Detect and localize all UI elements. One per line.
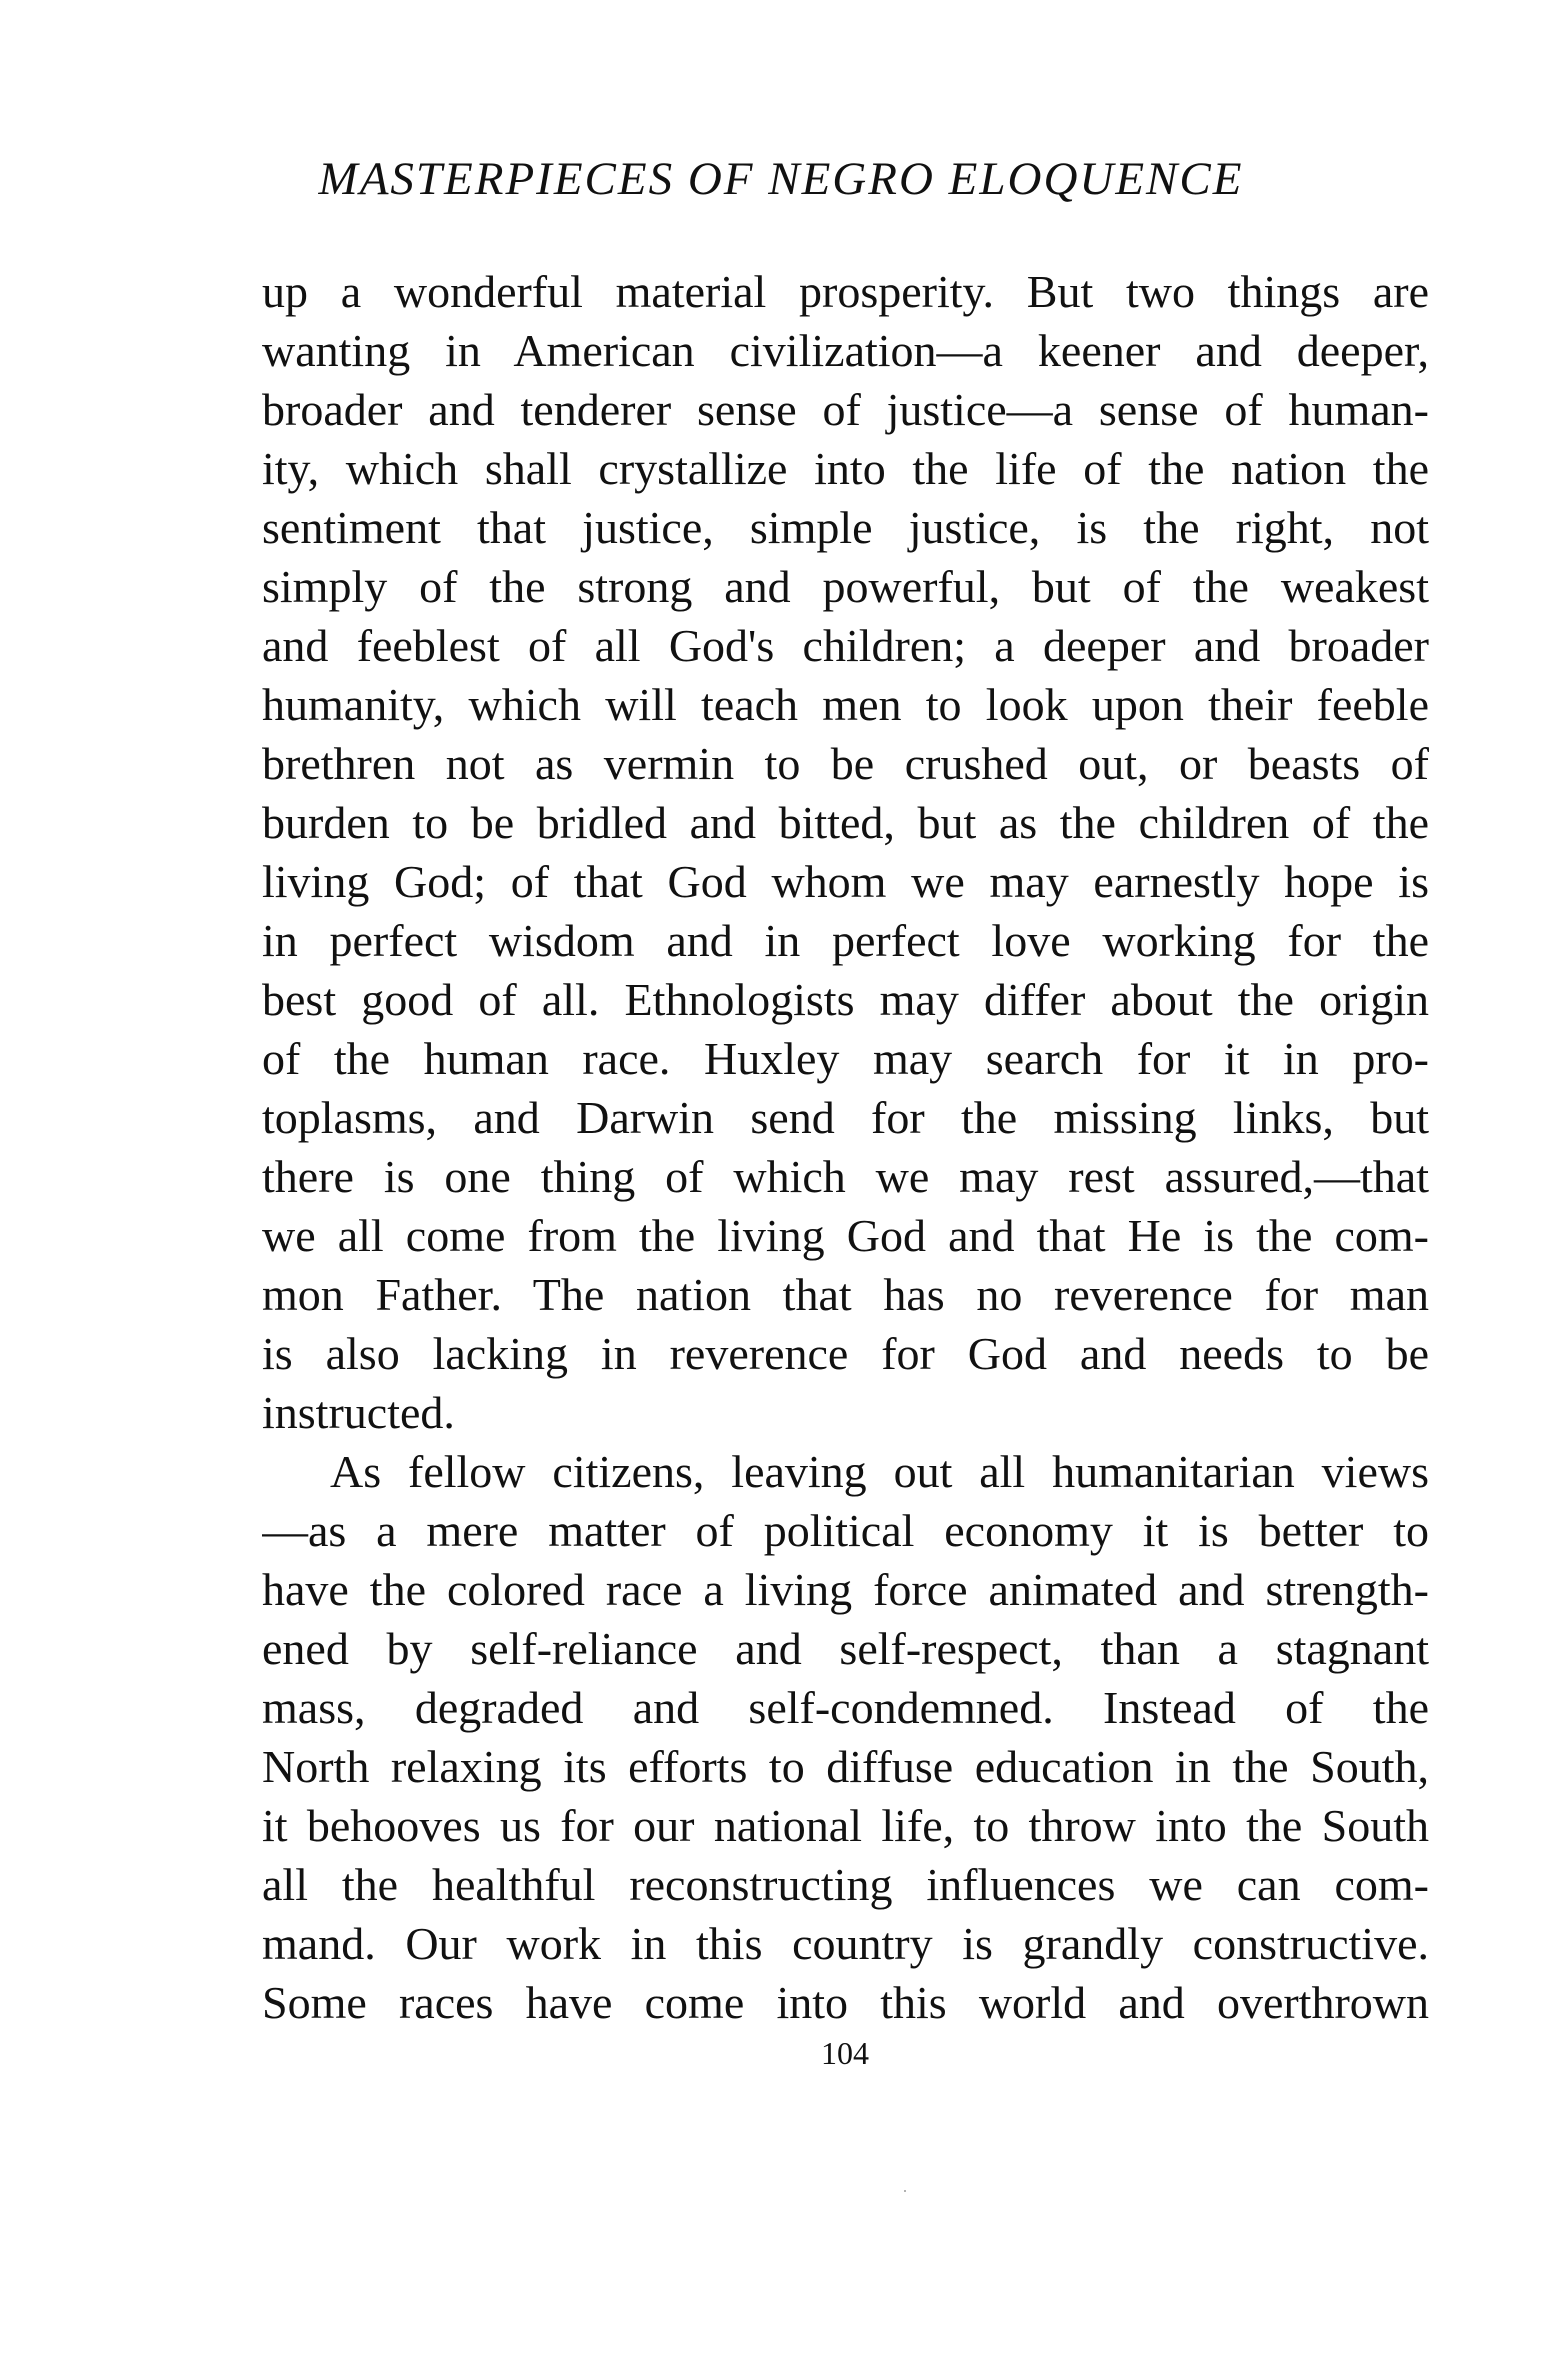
text-line: of the human race. Huxley may search for it in pro- bbox=[262, 1033, 1429, 1084]
text-line: there is one thing of which we may rest assured,—that bbox=[262, 1151, 1429, 1202]
paragraph-end-line: instructed. bbox=[262, 1387, 455, 1438]
text-line: —as a mere matter of political economy it is better to bbox=[262, 1505, 1429, 1556]
paragraph-first-line: As fellow citizens, leaving out all humanitarian views bbox=[330, 1446, 1429, 1497]
text-line: brethren not as vermin to be crushed out, or beasts of bbox=[262, 738, 1429, 789]
text-line: it behooves us for our national life, to throw into the South bbox=[262, 1800, 1429, 1851]
text-line: burden to be bridled and bitted, but as the children of the bbox=[262, 797, 1429, 848]
text-line: all the healthful reconstructing influences we can com- bbox=[262, 1859, 1429, 1910]
text-line: in perfect wisdom and in perfect love working for the bbox=[262, 915, 1429, 966]
text-line: humanity, which will teach men to look upon their feeble bbox=[262, 679, 1429, 730]
text-line: ity, which shall crystallize into the life of the nation the bbox=[262, 443, 1429, 494]
text-line: we all come from the living God and that He is the com- bbox=[262, 1210, 1429, 1261]
text-line: ened by self-reliance and self-respect, than a stagnant bbox=[262, 1623, 1429, 1674]
text-line: Some races have come into this world and overthrown bbox=[262, 1977, 1429, 2028]
text-line: and feeblest of all God's children; a deeper and broader bbox=[262, 620, 1429, 671]
text-line: is also lacking in reverence for God and needs to be bbox=[262, 1328, 1429, 1379]
text-line: North relaxing its efforts to diffuse education in the South, bbox=[262, 1741, 1429, 1792]
page-number: 104 bbox=[821, 2035, 869, 2071]
text-line: wanting in American civilization—a keener and deeper, bbox=[262, 325, 1429, 376]
text-line: mass, degraded and self-condemned. Instead of the bbox=[262, 1682, 1429, 1733]
text-line: mand. Our work in this country is grandly constructive. bbox=[262, 1918, 1429, 1969]
text-line: have the colored race a living force animated and strength- bbox=[262, 1564, 1429, 1615]
text-line: simply of the strong and powerful, but of the weakest bbox=[262, 561, 1429, 612]
text-line: up a wonderful material prosperity. But two things are bbox=[262, 266, 1429, 317]
text-line: broader and tenderer sense of justice—a sense of human- bbox=[262, 384, 1429, 435]
text-line: mon Father. The nation that has no reverence for man bbox=[262, 1269, 1429, 1320]
text-line: living God; of that God whom we may earnestly hope is bbox=[262, 856, 1429, 907]
body-text bbox=[262, 262, 1429, 2032]
text-line: sentiment that justice, simple justice, is the right, not bbox=[262, 502, 1429, 553]
text-line: toplasms, and Darwin send for the missing links, but bbox=[262, 1092, 1429, 1143]
text-line: best good of all. Ethnologists may differ about the origin bbox=[262, 974, 1429, 1025]
paper-speck bbox=[904, 2190, 906, 2192]
running-head-title: MASTERPIECES OF NEGRO ELOQUENCE bbox=[318, 153, 1244, 205]
